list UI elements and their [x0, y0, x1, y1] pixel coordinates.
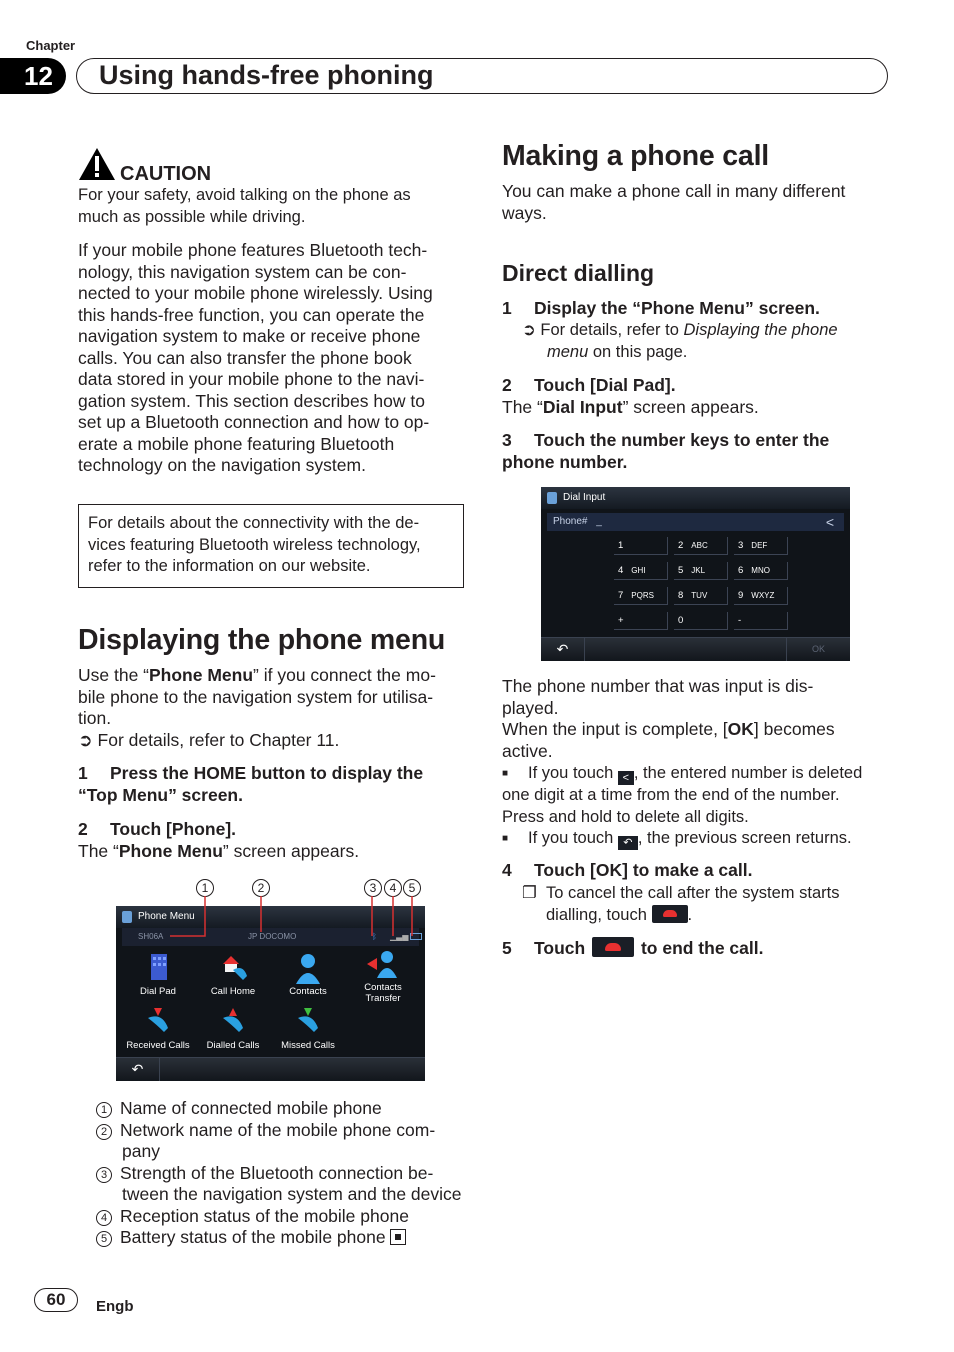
missed-calls-button[interactable]: Missed Calls — [270, 1006, 346, 1051]
making-step-2-result: The “Dial Input” screen appears. — [502, 397, 759, 417]
contacts-button[interactable]: Contacts — [270, 952, 346, 997]
dial-input-footer — [541, 637, 850, 661]
device-name: SH06A — [138, 932, 164, 941]
key-3[interactable]: 3 DEF — [734, 537, 788, 555]
displaying-intro: Use the “Phone Menu” if you connect the mo- bile phone to the navigation system for utilisa- tion. ➲ For details, refer to Chapter 11. — [78, 665, 436, 750]
intro-paragraph: If your mobile phone features Bluetooth tech- nology, this navigation system can be con- nected to your mobile phone wirelessly. Using this hands-free function, you can operate the navigation system to make or receive phone calls. You can also transfer the phone book data stored in your mobile phone to the navi- gation system. This section describes how to set up a Bluetooth connection and how to op- erate a mobile phone featuring Bluetooth technology on the navigation system. — [78, 240, 433, 475]
website-info-box: For details about the connectivity with the de- vices featuring Bluetooth wireless technology, refer to the information on our website. — [78, 504, 464, 588]
key-4[interactable]: 4 GHI — [614, 562, 668, 580]
heading-direct-dialling: Direct dialling — [502, 260, 655, 286]
making-step-1: 1 Display the “Phone Menu” screen. — [502, 298, 820, 318]
callout-3: 3 — [364, 879, 382, 897]
dial-input-title: Dial Input — [541, 487, 850, 509]
received-calls-button[interactable]: Received Calls — [120, 1006, 196, 1051]
call-home-button[interactable]: Call Home — [195, 952, 271, 997]
dial-pad-button[interactable]: Dial Pad — [120, 952, 196, 997]
phone-menu-title: Phone Menu — [116, 906, 425, 928]
key-7[interactable]: 7 PQRS — [614, 587, 668, 605]
received-calls-icon — [140, 1006, 176, 1038]
callout-leader-lines — [160, 896, 420, 940]
making-step-2: 2 Touch [Dial Pad]. — [502, 375, 676, 395]
chapter-title-bar — [76, 58, 888, 94]
phone-menu-footer — [116, 1057, 425, 1081]
chapter-label: Chapter — [26, 38, 76, 53]
key-plus[interactable]: + — [614, 612, 668, 630]
key-6[interactable]: 6 MNO — [734, 562, 788, 580]
bullet-icon: ■ — [502, 768, 509, 779]
key-9[interactable]: 9 WXYZ — [734, 587, 788, 605]
key-2[interactable]: 2 ABC — [674, 537, 728, 555]
heading-making-phone-call: Making a phone call — [502, 140, 770, 172]
contacts-transfer-icon — [365, 948, 401, 980]
phone-icon — [547, 492, 557, 504]
back-key-icon: ↶ — [618, 836, 638, 850]
caution-title: CAUTION — [120, 163, 212, 185]
bluetooth-icon: ᛒ — [372, 932, 377, 941]
making-bullets: ■ If you touch < , the entered number is deleted one digit at a time from the end of the number. Press and hold to delete all digits. ■ If you touch ↶ , the previous screen returns. — [502, 764, 863, 849]
key-minus[interactable]: - — [734, 612, 788, 630]
signal-icon: ▁▃▅ — [390, 932, 409, 941]
heading-displaying-phone-menu: Displaying the phone menu — [78, 624, 446, 656]
call-home-icon — [215, 952, 251, 984]
missed-calls-icon — [290, 1006, 326, 1038]
ok-button[interactable]: OK — [786, 638, 850, 661]
caution-text: For your safety, avoid talking on the phone as much as possible while driving. — [78, 186, 411, 226]
callout-5: 5 — [403, 879, 421, 897]
key-1[interactable]: 1 — [614, 537, 668, 555]
bullet-icon: ■ — [502, 833, 509, 844]
delete-key-icon: < — [618, 771, 634, 785]
making-step-4: 4 Touch [OK] to make a call. — [502, 860, 753, 880]
key-0[interactable]: 0 — [674, 612, 728, 630]
displaying-step-1: 1 Press the HOME button to display the “Top Menu” screen. — [78, 763, 424, 805]
making-step-1-ref: ➲ For details, refer to Displaying the phone menu on this page. — [522, 321, 838, 361]
arrow-ref-icon: ➲ — [522, 321, 541, 339]
end-call-icon — [592, 937, 634, 957]
chapter-title: Using hands-free phoning — [99, 60, 434, 90]
dialled-calls-button[interactable]: Dialled Calls — [195, 1006, 271, 1051]
network-name: JP DOCOMO — [248, 932, 297, 941]
displaying-step-2: 2 Touch [Phone]. — [78, 819, 237, 839]
back-button[interactable]: ↶ — [116, 1058, 160, 1081]
end-mark-icon — [390, 1229, 406, 1245]
back-button[interactable]: ↶ — [541, 638, 585, 661]
phone-icon — [122, 911, 132, 923]
making-step-4-note: ❐ To cancel the call after the system starts dialling, touch . — [522, 884, 840, 924]
phone-menu-legend: 1 Name of connected mobile phone 2 Network name of the mobile phone com- pany 3 Strength of the Bluetooth connection be- tween the navigation system and the device 4 Reception status of the mobile phone 5 Battery status of the mobile phone — [96, 1098, 462, 1249]
end-call-icon — [652, 905, 688, 923]
callout-1: 1 — [196, 879, 214, 897]
contacts-transfer-button[interactable]: Contacts Transfer — [345, 948, 421, 1004]
callout-4: 4 — [384, 879, 402, 897]
callout-2: 2 — [252, 879, 270, 897]
arrow-ref-icon: ➲ — [78, 729, 98, 750]
key-8[interactable]: 8 TUV — [674, 587, 728, 605]
dial-pad-icon — [140, 952, 176, 984]
dialled-calls-icon — [215, 1006, 251, 1038]
warning-icon — [78, 147, 116, 181]
making-step-3: 3 Touch the number keys to enter the phone number. — [502, 430, 830, 472]
making-step-5: 5 Touch to end the call. — [502, 938, 764, 958]
key-5[interactable]: 5 JKL — [674, 562, 728, 580]
language-code: Engb — [96, 1298, 134, 1315]
phone-number-field[interactable]: Phone# _ < — [547, 513, 844, 531]
contacts-icon — [290, 952, 326, 984]
delete-button[interactable]: < — [825, 514, 834, 530]
note-box-icon: ❐ — [522, 884, 537, 902]
dial-input-screenshot — [541, 487, 850, 661]
making-after-text: The phone number that was input is dis- played. When the input is complete, [OK] becomes active. — [502, 676, 835, 761]
chapter-number: 12 — [0, 58, 66, 94]
making-intro: You can make a phone call in many different ways. — [502, 181, 846, 223]
page-number: 60 — [34, 1288, 78, 1312]
displaying-step-2-result: The “Phone Menu” screen appears. — [78, 841, 360, 861]
